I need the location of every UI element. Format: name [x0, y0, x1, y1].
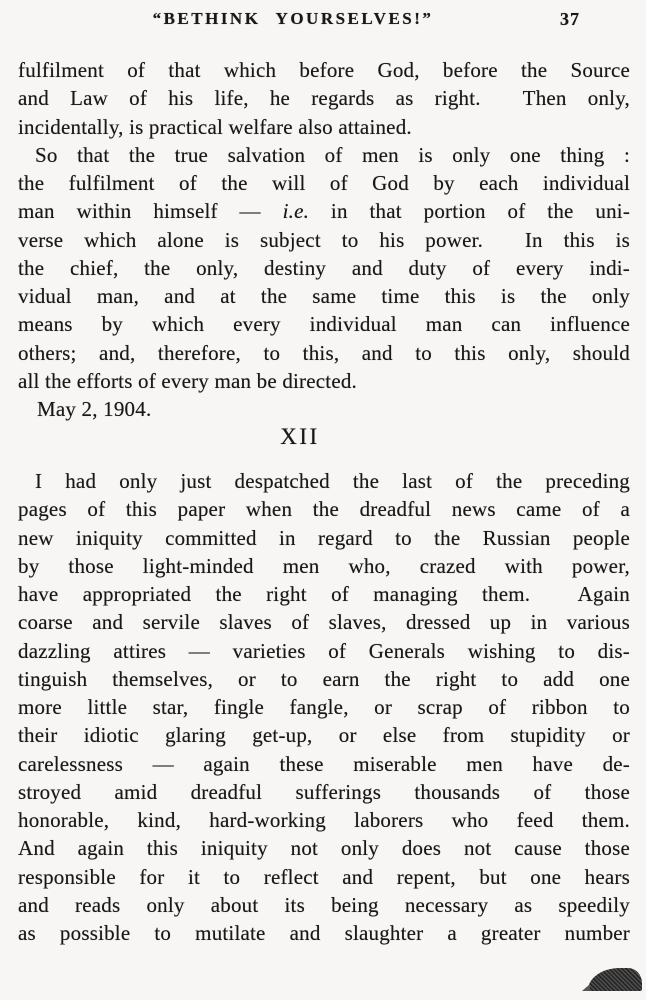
text-line: incidentally, is practical welfare also attained. — [18, 114, 412, 139]
running-header — [18, 9, 630, 35]
text-segment: in that portion of the uni- — [309, 199, 631, 224]
text-line: their idiotic glaring get-up, or else from stupidity or — [18, 723, 630, 748]
date-line: May 2, 1904. — [37, 397, 152, 421]
text-line: dazzling attires — varieties of Generals wishing to dis- — [18, 638, 630, 663]
italic-abbreviation: i.e. — [282, 199, 310, 224]
text-line: coarse and servile slaves of slaves, dressed up in various — [18, 610, 630, 635]
text-segment: man within himself — — [18, 199, 283, 224]
text-line: by those light-minded men who, crazed with power, — [18, 553, 630, 578]
text-body — [18, 56, 630, 947]
text-line: vidual man, and at the same time this is the only — [18, 284, 630, 308]
scan-smudge-artifact — [588, 968, 642, 991]
text-line: responsible for it to reflect and repent, but one hears — [18, 864, 630, 889]
text-line: the chief, the only, destiny and duty of every indi- — [18, 255, 630, 280]
text-line: I had only just despatched the last of the preceding — [35, 469, 630, 493]
running-title: “BETHINK YOURSELVES!” — [152, 9, 434, 28]
text-line: And again this iniquity not only does not cause those — [18, 836, 630, 861]
text-line: as possible to mutilate and slaughter a greater number — [18, 921, 630, 945]
text-line: stroyed amid dreadful sufferings thousands of those — [18, 779, 630, 804]
text-line: means by which every individual man can influence — [18, 312, 630, 337]
text-line: new iniquity committed in regard to the Russian people — [18, 525, 630, 550]
section-heading: XII — [280, 424, 320, 450]
text-line: and reads only about its being necessary as speedily — [18, 892, 630, 917]
text-line: pages of this paper when the dreadful news came of a — [18, 497, 630, 522]
text-line: verse which alone is subject to his power. In this is — [18, 227, 630, 252]
text-line: the fulfilment of the will of God by each individual — [18, 171, 630, 195]
page-number: 37 — [560, 9, 580, 29]
text-line: others; and, therefore, to this, and to this only, should — [18, 340, 630, 365]
text-line: have appropriated the right of managing them. Again — [18, 582, 630, 606]
text-line — [18, 197, 630, 225]
text-line: tinguish themselves, or to earn the right to add one — [18, 666, 630, 691]
text-line: and Law of his life, he regards as right. Then only, — [18, 86, 630, 111]
text-line: honorable, kind, hard-working laborers who feed them. — [18, 808, 630, 832]
text-line: all the efforts of every man be directed. — [18, 368, 358, 393]
text-line: more little star, fingle fangle, or scrap of ribbon to — [18, 695, 630, 719]
text-line: So that the true salvation of men is only one thing : — [35, 142, 630, 167]
text-line: carelessness — again these miserable men have de- — [18, 751, 630, 776]
text-line: fulfilment of that which before God, before the Source — [18, 58, 630, 82]
